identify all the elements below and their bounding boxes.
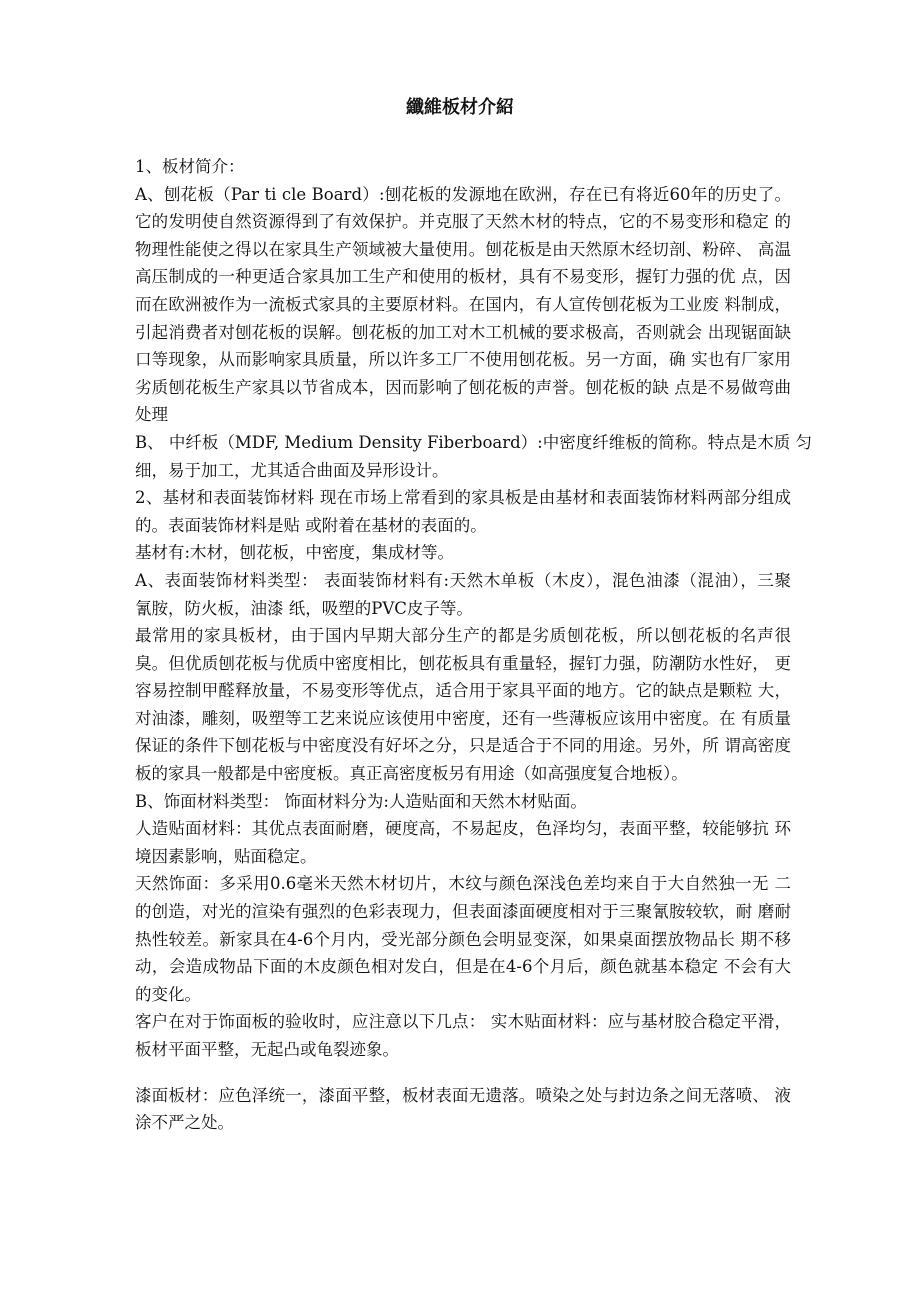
text-line: 细，易于加工，尤其适合曲面及异形设计。 — [135, 460, 449, 480]
text-line: 的创造，对光的渲染有强烈的色彩表现力，但表面漆面硬度相对于三聚氰胺较软，耐 磨耐 — [135, 902, 791, 922]
paragraph — [135, 429, 812, 484]
text-line: 口等现象，从而影响家具质量，所以许多工厂不使用刨花板。另一方面，确 实也有厂家用 — [135, 350, 791, 370]
text-line: 基材有:木材，刨花板，中密度，集成材等。 — [135, 543, 455, 563]
text-line: 臭。但优质刨花板与优质中密度相比，刨花板具有重量轻，握钉力强，防潮防水性好， 更 — [135, 653, 791, 673]
text-line: 的变化。 — [135, 984, 201, 1004]
paragraph — [135, 788, 791, 816]
text-line: B、 中纤板（MDF, Medium Density Fiberboard）:中密度纤维板的简称。特点是木质 匀 — [135, 432, 812, 452]
paragraph — [135, 567, 791, 622]
text-line: 物理性能使之得以在家具生产领域被大量使用。刨花板是由天然原木经切剖、粉碎、 高温 — [135, 239, 791, 259]
text-line: 板的家具一般都是中密度板。真正高密度板另有用途（如高强度复合地板）。 — [135, 764, 688, 784]
text-line: 涂不严之处。 — [135, 1113, 234, 1133]
text-line: B、饰面材料类型： 饰面材料分为:人造贴面和天然木材贴面。 — [135, 791, 587, 811]
paragraph — [135, 622, 791, 788]
text-line: 热性较差。新家具在4-6个月内，受光部分颜色会明显变深，如果桌面摆放物品长 期不移 — [135, 929, 791, 949]
paragraph — [135, 870, 791, 1008]
text-line: 对油漆，雕刻，吸塑等工艺来说应该使用中密度，还有一些薄板应该用中密度。在 有质量 — [135, 708, 791, 728]
paragraph — [135, 484, 791, 539]
text-line: 1、板材简介： — [135, 157, 245, 176]
text-line: A、表面装饰材料类型： 表面装饰材料有:天然木单板（木皮），混色油漆（混油），三聚 — [135, 570, 791, 590]
text-line: 天然饰面：多采用0.6毫米天然木材切片，木纹与颜色深浅色差均来自于大自然独一无 二 — [135, 874, 791, 894]
document-body — [135, 153, 812, 1137]
text-line: 容易控制甲醛释放量，不易变形等优点，适合用于家具平面的地方。它的缺点是颗粒 大， — [135, 681, 791, 701]
text-line: 人造贴面材料：其优点表面耐磨，硬度高，不易起皮，色泽均匀，表面平整，较能够抗 环 — [135, 819, 791, 839]
paragraph — [135, 1082, 791, 1137]
paragraph — [135, 181, 791, 429]
text-line: 动，会造成物品下面的木皮颜色相对发白，但是在4-6个月后，颜色就基本稳定 不会有大 — [135, 957, 791, 977]
paragraph — [135, 539, 791, 567]
text-line: 劣质刨花板生产家具以节省成本，因而影响了刨花板的声誉。刨花板的缺 点是不易做弯曲 — [135, 377, 791, 397]
text-line: 处理 — [135, 405, 168, 425]
text-line: 境因素影响，贴面稳定。 — [135, 846, 317, 866]
text-line: 高压制成的一种更适合家具加工生产和使用的板材，具有不易变形，握钉力强的优 点，因 — [135, 267, 791, 287]
text-line: 它的发明使自然资源得到了有效保护。并克服了天然木材的特点，它的不易变形和稳定 的 — [135, 212, 791, 232]
document-title: 纖維板材介紹 — [406, 97, 514, 118]
text-line: 2、基材和表面装饰材料 现在市场上常看到的家具板是由基材和表面装饰材料两部分组成 — [135, 488, 791, 508]
text-line: 的。表面装饰材料是贴 或附着在基材的表面的。 — [135, 515, 487, 535]
text-line: A、刨花板（Par ti cle Board）:刨花板的发源地在欧洲，存在已有将近60年的历史了。 — [135, 184, 791, 204]
text-line: 引起消费者对刨花板的误解。刨花板的加工对木工机械的要求极高，否则就会 出现锯面缺 — [135, 322, 791, 342]
paragraph — [135, 153, 791, 181]
text-line: 板材平面平整，无起凸或龟裂迹象。 — [135, 1040, 399, 1059]
paragraph — [135, 815, 791, 870]
paragraph — [135, 1008, 791, 1063]
text-line: 保证的条件下刨花板与中密度没有好坏之分，只是适合于不同的用途。另外，所 谓高密度 — [135, 736, 791, 756]
text-line: 最常用的家具板材，由于国内早期大部分生产的都是劣质刨花板，所以刨花板的名声很 — [135, 626, 791, 646]
text-line: 客户在对于饰面板的验收时，应注意以下几点： 实木贴面材料：应与基材胶合稳定平滑， — [135, 1012, 791, 1032]
text-line: 漆面板材：应色泽统一，漆面平整，板材表面无遗落。喷染之处与封边条之间无落喷、 液 — [135, 1085, 791, 1105]
text-line: 氰胺，防火板，油漆 纸，吸塑的PVC皮子等。 — [135, 598, 473, 618]
text-line: 而在欧洲被作为一流板式家具的主要原材料。在国内，有人宣传刨花板为工业废 料制成， — [135, 294, 791, 314]
